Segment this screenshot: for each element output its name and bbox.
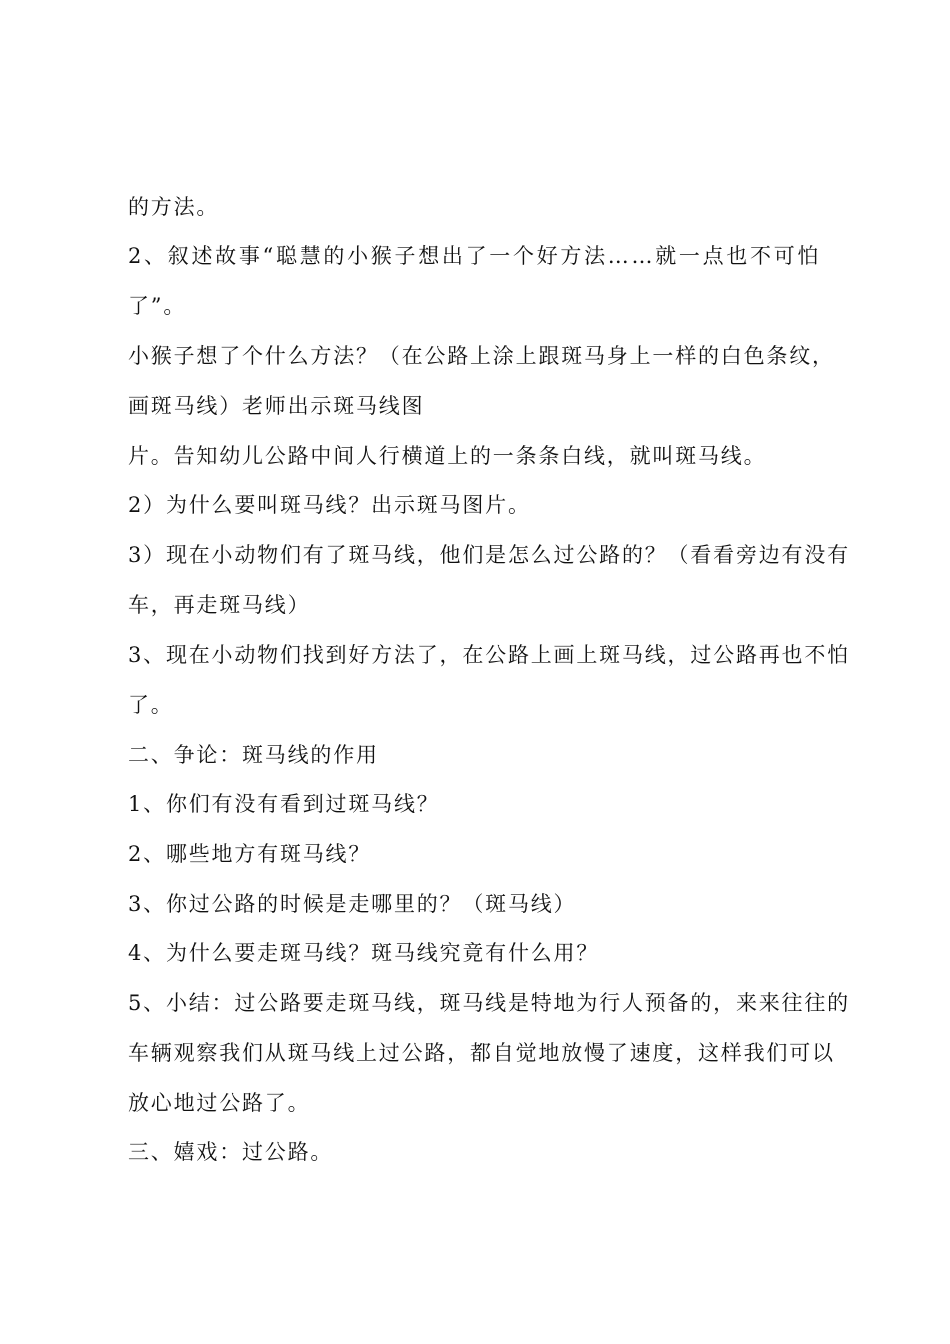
text-line: 了”。 (128, 294, 187, 318)
text-line: 片。告知幼儿公路中间人行横道上的一条条白线，就叫斑马线。 (128, 444, 767, 468)
text-line: 5、小结：过公路要走斑马线，斑马线是特地为行人预备的，来来往往的 (128, 991, 850, 1015)
text-line: 1、你们有没有看到过斑马线？ (128, 792, 440, 816)
text-line: 3、现在小动物们找到好方法了，在公路上画上斑马线，过公路再也不怕 (128, 643, 850, 667)
text-line: 4、为什么要走斑马线？斑马线究竟有什么用？ (128, 941, 600, 965)
text-line: 车辆观察我们从斑马线上过公路，都自觉地放慢了速度，这样我们可以 (128, 1041, 835, 1065)
text-line: 的方法。 (128, 195, 220, 219)
text-line: 放心地过公路了。 (128, 1091, 311, 1115)
text-line: 2、叙述故事“聪慧的小猴子想出了一个好方法……就一点也不可怕 (128, 244, 822, 268)
section-heading: 三、嬉戏：过公路。 (128, 1140, 334, 1164)
text-line: 画斑马线）老师出示斑马线图 (128, 394, 425, 418)
text-line: 了。 (128, 693, 174, 717)
text-line: 3、你过公路的时候是走哪里的？（斑马线） (128, 892, 577, 916)
section-heading: 二、争论：斑马线的作用 (128, 743, 379, 767)
text-line: 3）现在小动物们有了斑马线，他们是怎么过公路的？（看看旁边有没有 (128, 543, 850, 567)
text-line: 车，再走斑马线） (128, 593, 311, 617)
text-line: 2）为什么要叫斑马线？出示斑马图片。 (128, 493, 531, 517)
text-line: 小猴子想了个什么方法？（在公路上涂上跟斑马身上一样的白色条纹， (128, 344, 835, 368)
text-line: 2、哪些地方有斑马线？ (128, 842, 372, 866)
